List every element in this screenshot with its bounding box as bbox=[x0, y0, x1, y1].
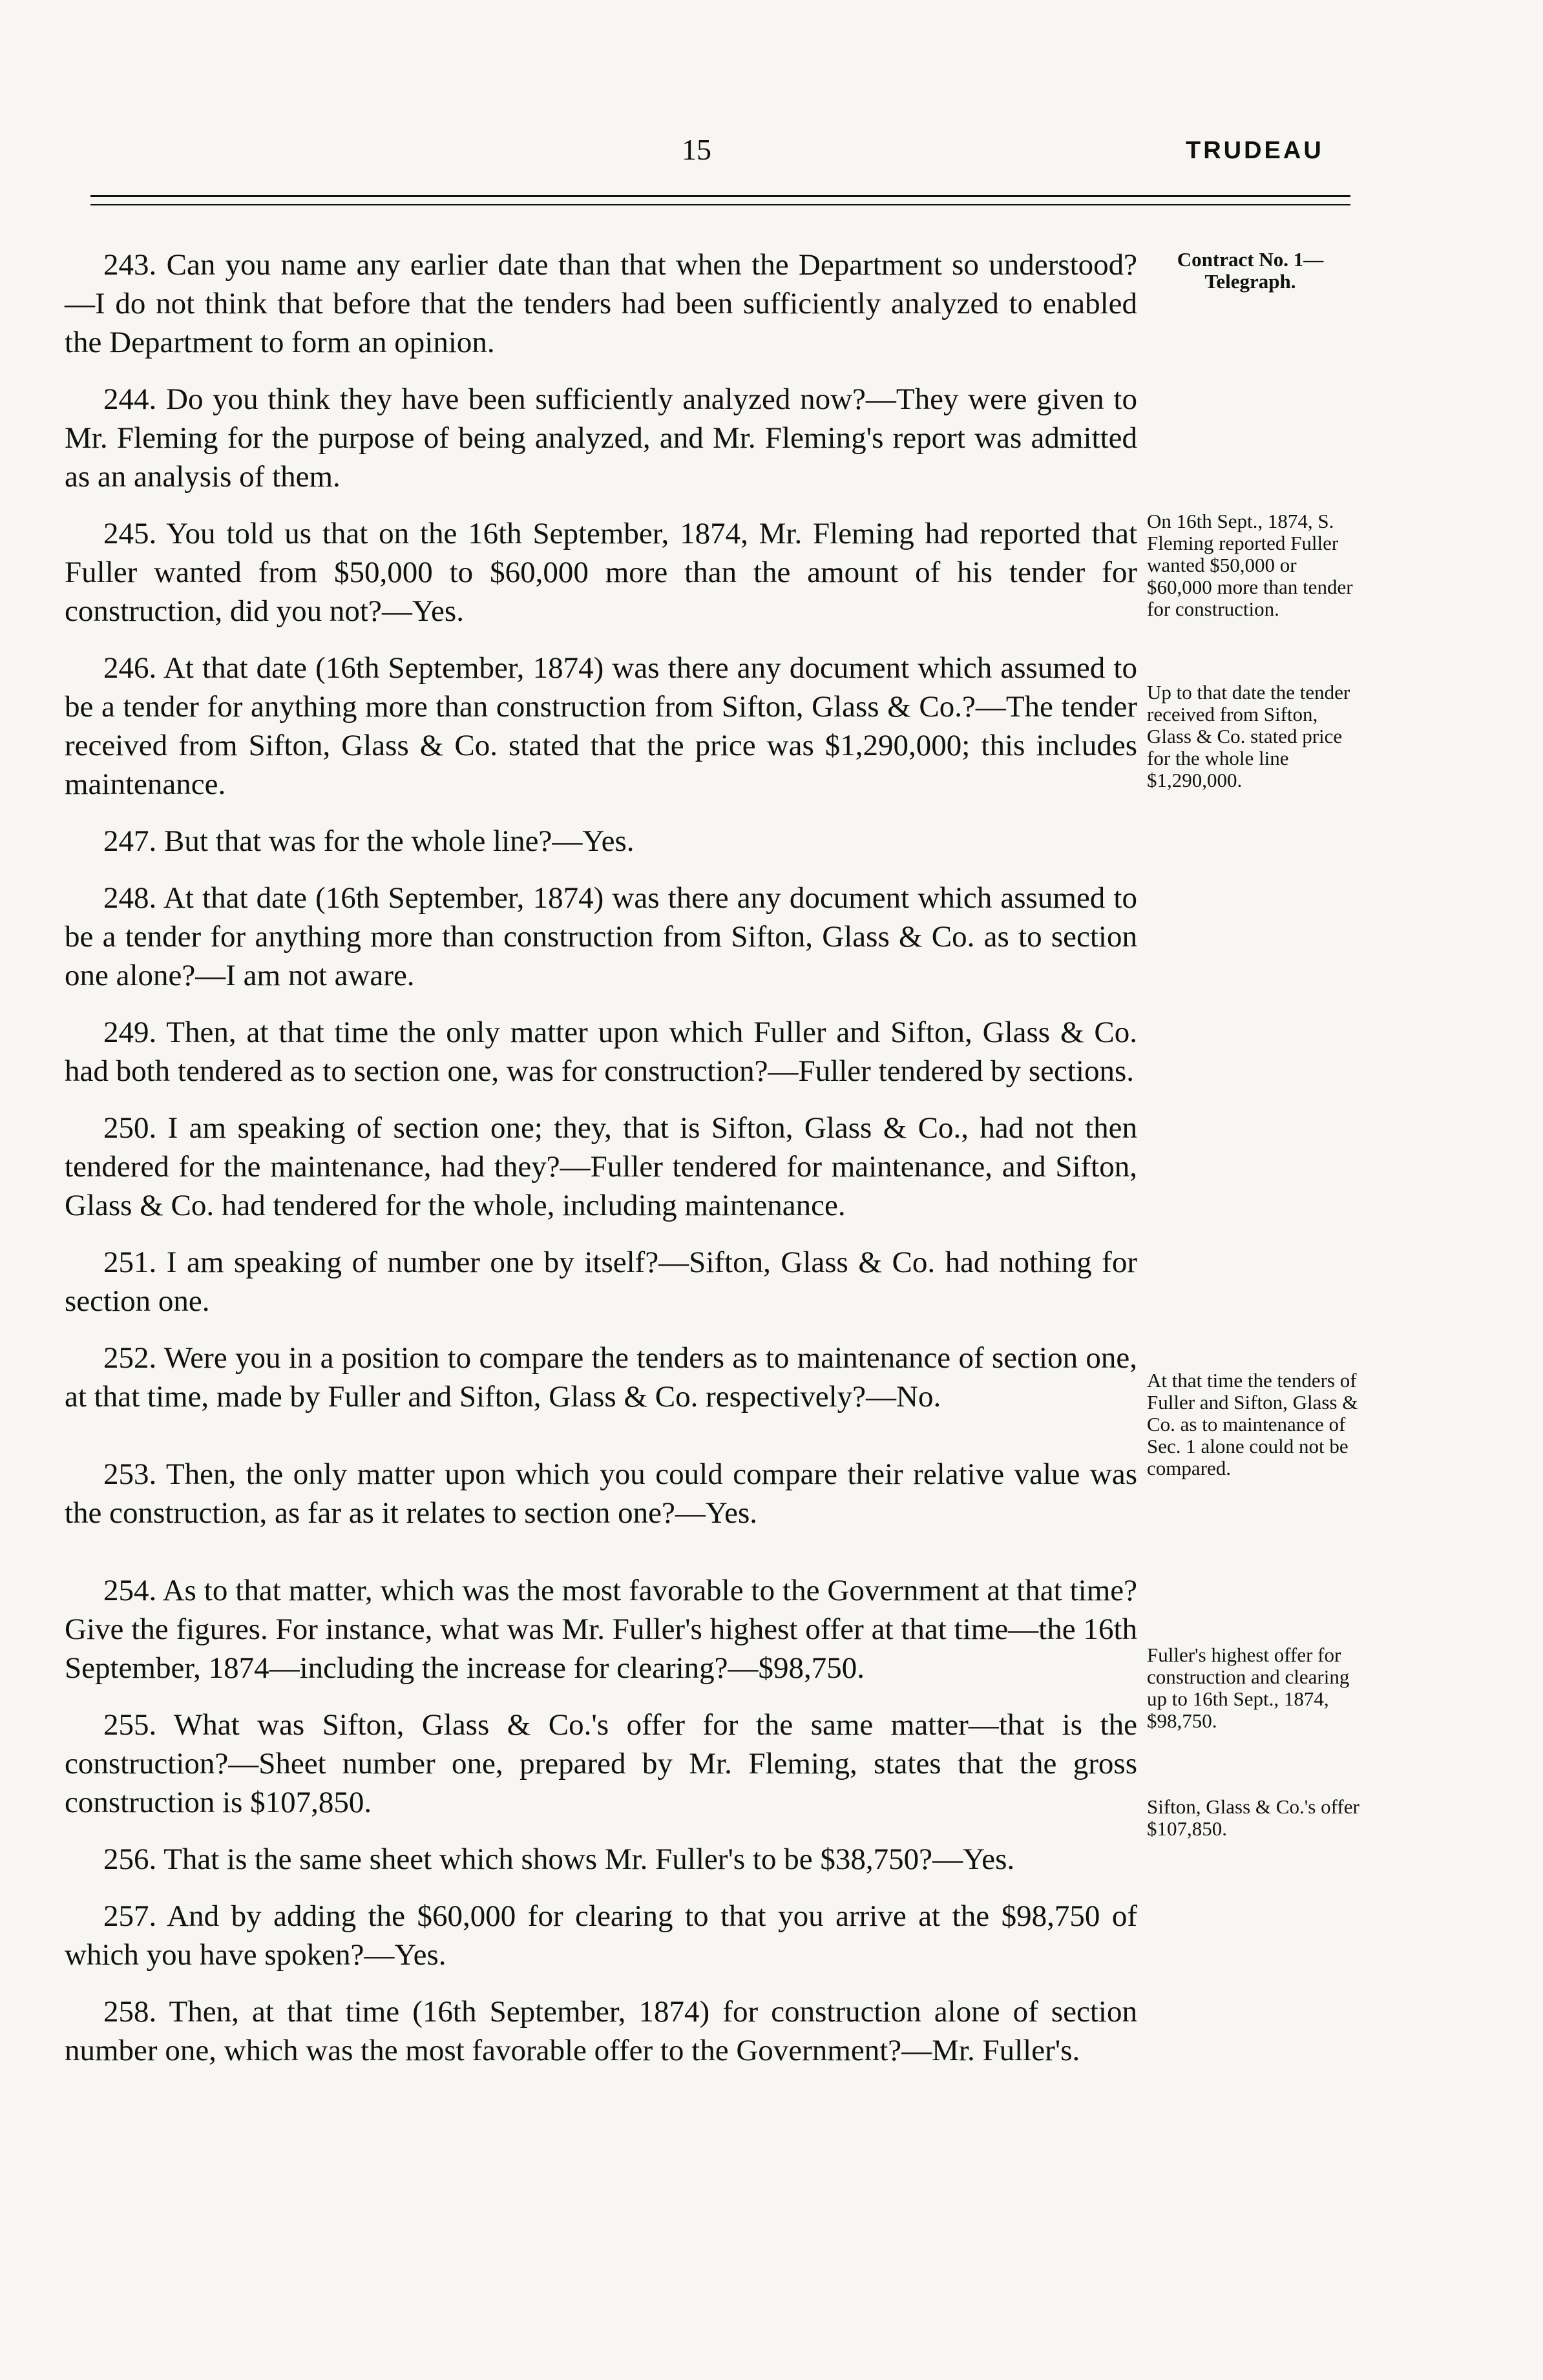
marginal-note-maintenance: At that time the tenders of Fuller and Sifton, Glass & Co. as to maintenance of Sec. 1 alone could not be compared. bbox=[1147, 1369, 1358, 1479]
marginal-note-fuller-offer: Fuller's highest offer for construction and clearing up to 16th Sept., 1874, $98,750. bbox=[1147, 1644, 1350, 1732]
question-250: 250. I am speaking of section one; they, that is Sifton, Glass & Co., had not then tendered for the maintenance, had they?—Fuller tendered for maintenance, and Sifton, Glass & Co. had tendered for the whole, including maintenance. bbox=[65, 1111, 1137, 1222]
question-252: 252. Were you in a position to compare the tenders as to maintenance of section one, at that time, made by Fuller and Sifton, Glass & Co. respectively?—No. bbox=[65, 1341, 1137, 1414]
question-258: 258. Then, at that time (16th September, 1874) for construction alone of section number one, which was the most favorable offer to the Government?—Mr. Fuller's. bbox=[65, 1995, 1137, 2067]
question-245: 245. You told us that on the 16th September, 1874, Mr. Fleming had reported that Fuller wanted from $50,000 to $60,000 more than the amount of his tender for construction, did you not?—Yes. bbox=[65, 517, 1137, 628]
question-249: 249. Then, at that time the only matter upon which Fuller and Sifton, Glass & Co. had both tendered as to section one, was for construction?—Fuller tendered by sections. bbox=[65, 1016, 1137, 1088]
question-248: 248. At that date (16th September, 1874) was there any document which assumed to be a tender for anything more than construction from Sifton, Glass & Co. as to section one alone?—I am not aware. bbox=[65, 881, 1137, 992]
question-253: 253. Then, the only matter upon which you could compare their relative value was the construction, as far as it relates to section one?—Yes. bbox=[65, 1457, 1137, 1530]
marginal-note-sifton-offer: Sifton, Glass & Co.'s offer $107,850. bbox=[1147, 1795, 1359, 1840]
question-244: 244. Do you think they have been sufficiently analyzed now?—They were given to Mr. Fleming for the purpose of being analyzed, and Mr. Fleming's report was admitted as an analysis of them. bbox=[65, 382, 1137, 494]
question-246: 246. At that date (16th September, 1874) was there any document which assumed to be a tender for anything more than construction from Sifton, Glass & Co.?—The tender received from Sifton, Glass & Co. stated that the price was $1,290,000; this includes maintenance. bbox=[65, 651, 1137, 801]
page-number: 15 bbox=[682, 133, 711, 166]
marginal-note-fleming-report: On 16th Sept., 1874, S. Fleming reported Fuller wanted $50,000 or $60,000 more than tender for construction. bbox=[1147, 510, 1353, 620]
question-255: 255. What was Sifton, Glass & Co.'s offer for the same matter—that is the construction?—Sheet number one, prepared by Mr. Fleming, states that the gross construction is $107,850. bbox=[65, 1708, 1137, 1819]
question-243: 243. Can you name any earlier date than that when the Department so understood?—I do not think that before that the tenders had been sufficiently analyzed to enabled the Department to form an opinion. bbox=[65, 248, 1137, 359]
marginal-note-contract: Contract No. 1—Telegraph. bbox=[1177, 248, 1324, 293]
question-251: 251. I am speaking of number one by itself?—Sifton, Glass & Co. had nothing for section one. bbox=[65, 1246, 1137, 1318]
question-257: 257. And by adding the $60,000 for clearing to that you arrive at the $98,750 of which you have spoken?—Yes. bbox=[65, 1899, 1137, 1972]
question-254: 254. As to that matter, which was the most favorable to the Government at that time? Give the figures. For instance, what was Mr. Fuller's highest offer at that time—the 16th September, 1874—including the increase for clearing?—$98,750. bbox=[65, 1574, 1137, 1685]
main-text bbox=[65, 245, 1137, 2088]
question-256: 256. That is the same sheet which shows Mr. Fuller's to be $38,750?—Yes. bbox=[103, 1842, 1015, 1876]
question-247: 247. But that was for the whole line?—Yes. bbox=[103, 824, 635, 858]
running-head: TRUDEAU bbox=[1186, 137, 1324, 164]
header-rule bbox=[90, 195, 1350, 197]
header-rule-secondary bbox=[90, 204, 1350, 205]
marginal-note-sifton-tender: Up to that date the tender received from Sifton, Glass & Co. stated price for the whole line $1,290,000. bbox=[1147, 681, 1350, 791]
